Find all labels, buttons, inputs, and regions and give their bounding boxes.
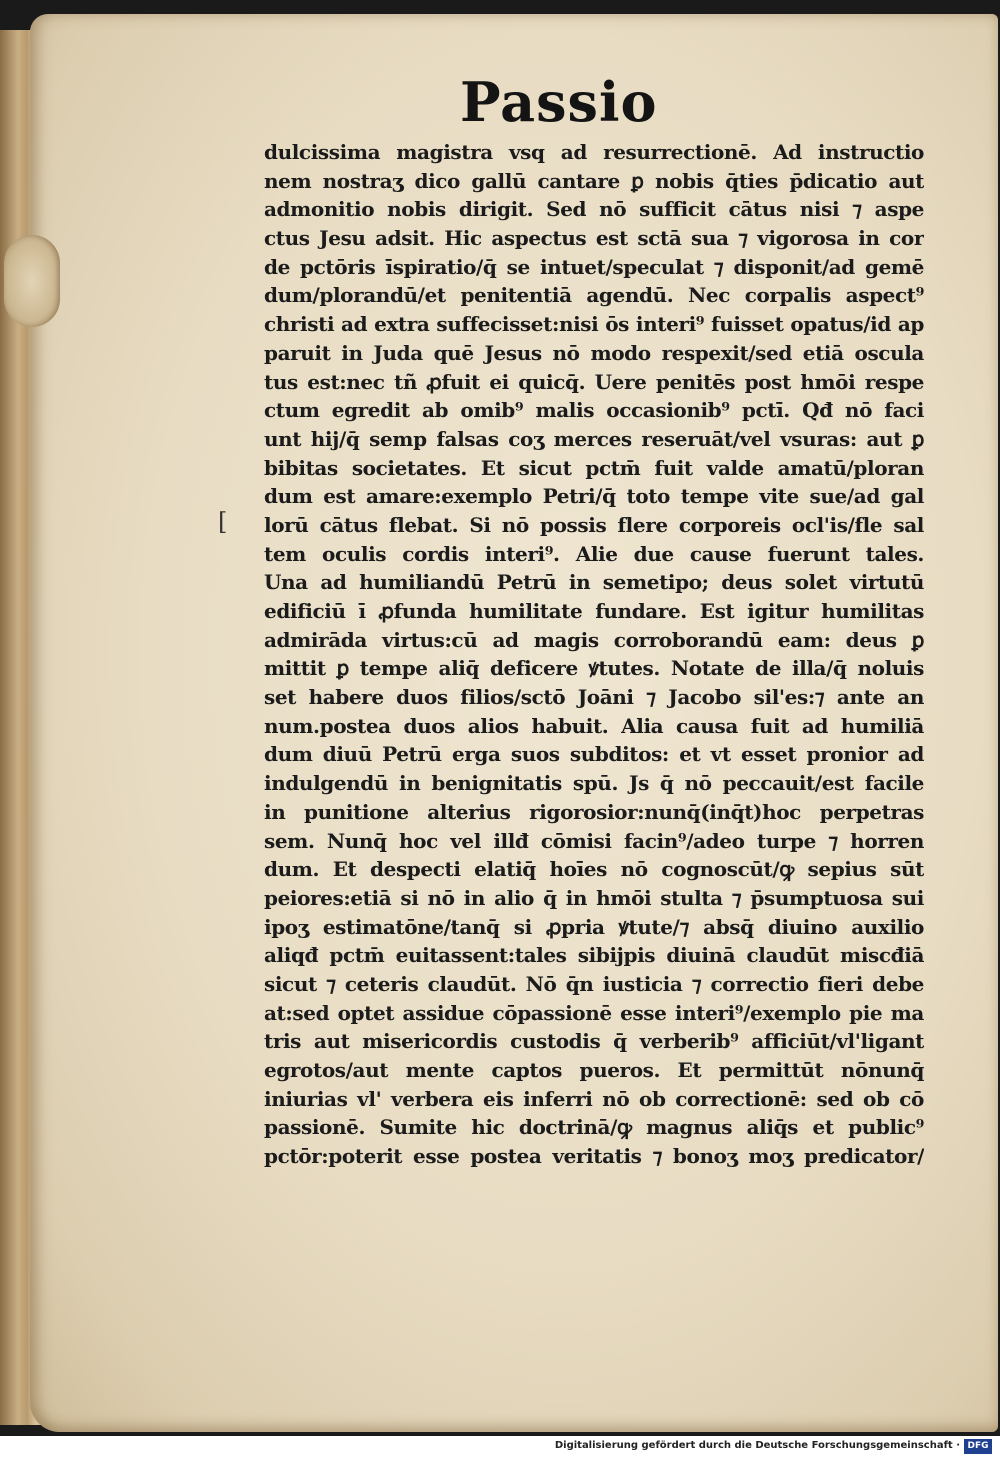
- text-line: dum/plorandū/et penitentiā agendū. Nec corpalis aspect⁹: [264, 283, 924, 308]
- text-block: [264, 138, 924, 1171]
- text-line: dulcissima magistra vsq ad resurrectionē. Ad instructio: [264, 140, 924, 164]
- dfg-logo-icon: DFG: [964, 1439, 992, 1454]
- text-line: pctōr:poterit esse postea veritatis ⁊ bonoʒ moʒ predicator/: [264, 1144, 924, 1169]
- text-line: lorū cātus flebat. Si nō possis flere corporeis ocl'is/fle sal: [264, 512, 924, 537]
- text-line: mittit ꝑ tempe aliq̄ deficere ꝟtutes. Notate de illa/q̄ noluis: [264, 656, 924, 681]
- text-line: dum. Et despecti elatiq̄ hoīes nō cognoscūt/ꝙ sepius sūt: [264, 857, 924, 882]
- text-line: iniurias vl' verbera eis inferri nō ob correctionē: sed ob cō: [264, 1086, 924, 1111]
- text-line: num.postea duos alios habuit. Alia causa fuit ad humiliā: [264, 713, 924, 738]
- text-line: admirāda virtus:cū ad magis corroborandū eam: deus ꝑ: [264, 627, 924, 652]
- text-line: tris aut misericordis custodis q̄ verberib⁹ afficiūt/vl'ligant: [264, 1029, 924, 1054]
- text-line: passionē. Sumite hic doctrinā/ꝙ magnus aliq̄s et public⁹: [264, 1115, 924, 1140]
- running-head: Passio: [460, 70, 658, 134]
- text-line: sem. Nunq̄ hoc vel illđ cōmisi facin⁹/adeo turpe ⁊ horren: [264, 828, 924, 853]
- text-line: ctus Jesu adsit. Hic aspectus est sctā sua ⁊ vigorosa in cor: [264, 226, 924, 251]
- text-line: set habere duos filios/sctō Joāni ⁊ Jacobo sil'es:⁊ ante an: [264, 685, 924, 710]
- text-line: dum est amare:exemplo Petri/q̄ toto tempe vite sue/ad gal: [264, 484, 924, 509]
- text-line: peiores:etiā si nō in alio q̄ in hmōi stulta ⁊ p̄sumptuosa sui: [264, 885, 924, 910]
- footer: [0, 1436, 1000, 1458]
- margin-bracket-mark: [: [218, 508, 228, 536]
- text-line: bibitas societates. Et sicut pctm̄ fuit valde amatū/ploran: [264, 455, 924, 480]
- footer-credit: Digitalisierung gefördert durch die Deutsche Forschungsgemeinschaft ·: [554, 1440, 960, 1451]
- text-line: paruit in Juda quē Jesus nō modo respexit/sed etiā oscula: [264, 340, 924, 365]
- text-line: aliqđ pctm̄ euitassent:tales sibijpis diuinā claudūt miscđiā: [264, 943, 924, 968]
- text-line: tus est:nec tñ ꝓfuit ei quicq̄. Uere penitēs post hmōi respe: [264, 369, 924, 394]
- book-clasp: [4, 235, 60, 327]
- text-line: ipoʒ estimatōne/tanq̄ si ꝓpria ꝟtute/⁊ absq̄ diuino auxilio: [264, 914, 924, 939]
- text-line: in punitione alterius rigorosior:nunq̄(inq̄t)hoc perpetras: [264, 799, 924, 824]
- text-line: dum diuū Petrū erga suos subditos: et vt esset pronior ad: [264, 742, 924, 767]
- text-line: de pctōris īspiratio/q̄ se intuet/speculat ⁊ disponit/ad gemē: [264, 254, 924, 279]
- text-line: sicut ⁊ ceteris claudūt. Nō q̄n iusticia ⁊ correctio fieri debe: [264, 971, 924, 996]
- text-line: nem nostraʒ dico gallū cantare ꝑ nobis q̄ties p̄dicatio aut: [264, 168, 924, 193]
- text-line: at:sed optet assidue cōpassionē esse interi⁹/exemplo pie ma: [264, 1000, 924, 1025]
- text-line: edificiū ī ꝓfunda humilitate fundare. Est igitur humilitas: [264, 599, 924, 623]
- text-line: unt hij/q̄ semp falsas coʒ merces reseruāt/vel vsuras: aut ꝑ: [264, 426, 924, 451]
- text-line: admonitio nobis dirigit. Sed nō sufficit cātus nisi ⁊ aspe: [264, 197, 924, 222]
- text-line: christi ad extra suffecisset:nisi ōs interi⁹ fuisset opatus/id ap: [264, 312, 924, 337]
- text-line: Una ad humiliandū Petrū in semetipo; deus solet virtutū: [264, 570, 924, 595]
- text-line: egrotos/aut mente captos pueros. Et permittūt nōnunq̄: [264, 1058, 924, 1082]
- text-line: indulgendū in benignitatis spū. Js q̄ nō peccauit/est facile: [264, 771, 924, 796]
- text-line: tem oculis cordis interi⁹. Alie due cause fuerunt tales.: [264, 541, 924, 566]
- text-line: ctum egredit ab omib⁹ malis occasionib⁹ pctī. Qđ nō faci: [264, 398, 924, 423]
